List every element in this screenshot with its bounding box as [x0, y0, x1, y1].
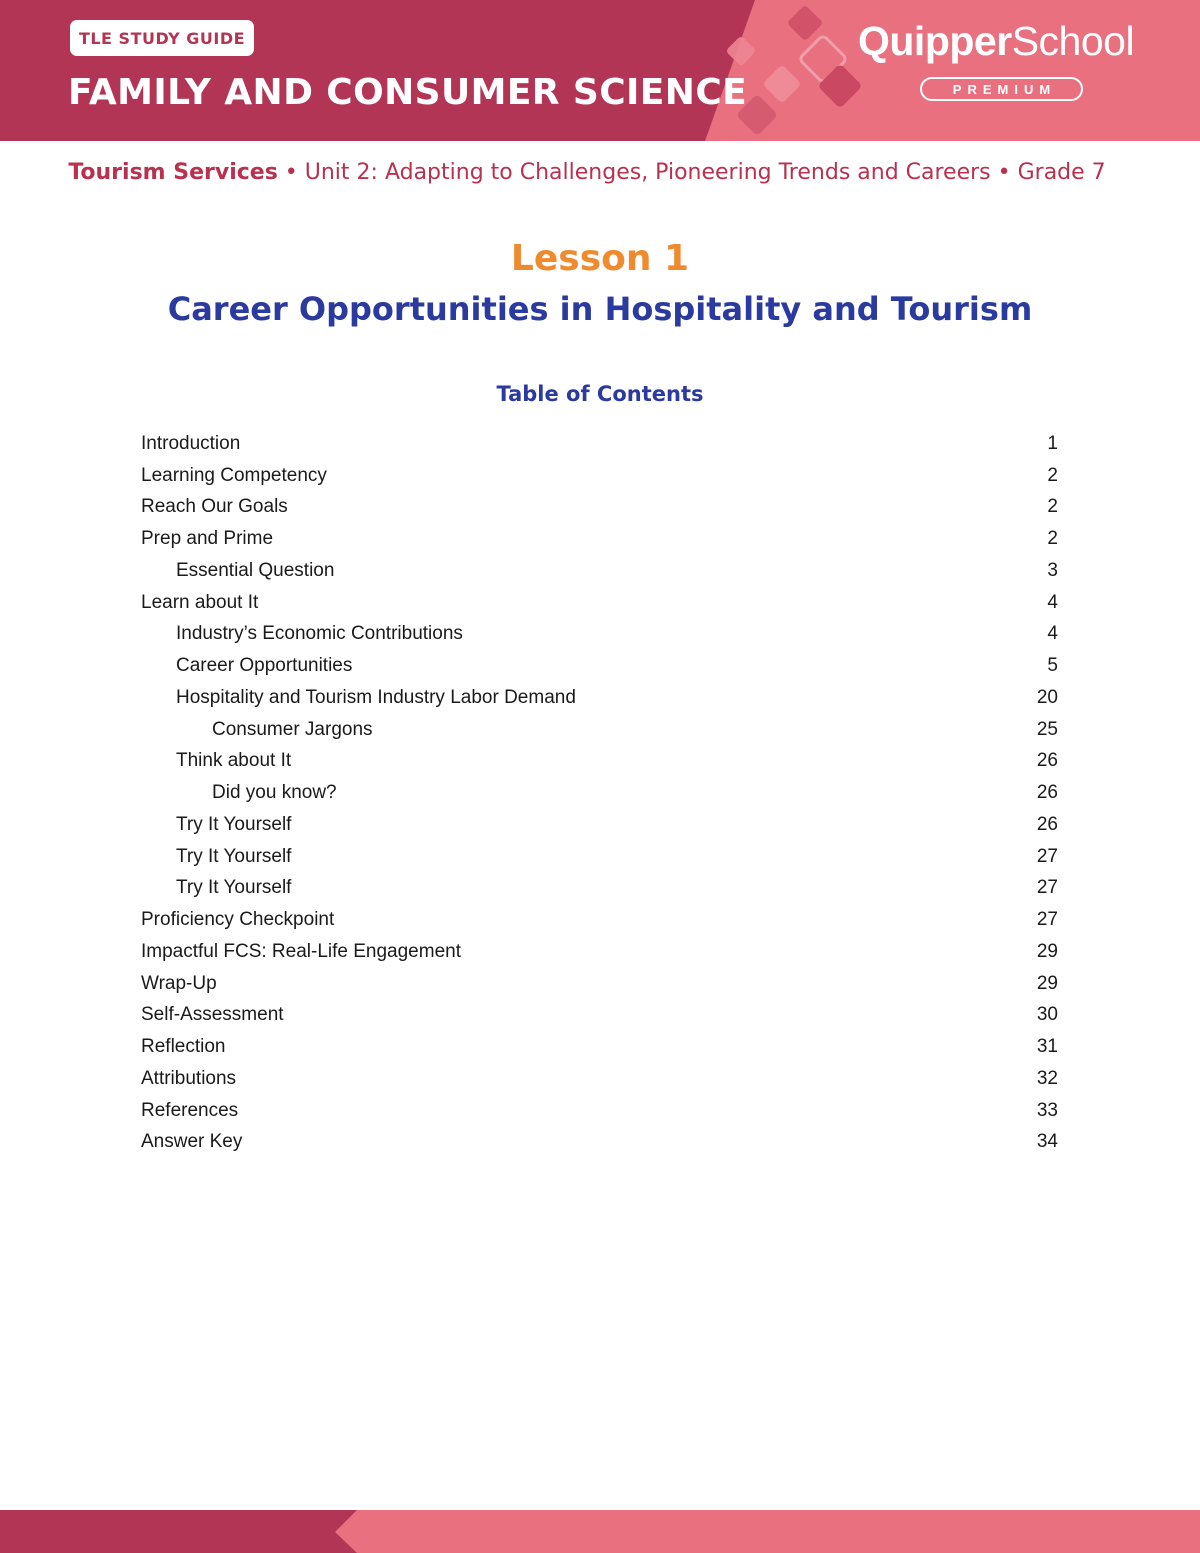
table-of-contents — [141, 428, 1058, 1158]
toc-entry[interactable] — [141, 555, 1058, 587]
toc-entry-page: 33 — [1036, 1099, 1058, 1121]
breadcrumb-unit: Unit 2: Adapting to Challenges, Pioneering Trends and Careers — [304, 160, 991, 185]
lesson-number: Lesson 1 — [510, 238, 690, 279]
toc-entry[interactable] — [141, 492, 1058, 524]
toc-entry-label: Learn about It — [141, 591, 259, 613]
toc-entry-label: Impactful FCS: Real-Life Engagement — [141, 940, 461, 962]
toc-entry-label: Introduction — [141, 432, 241, 454]
toc-entry-page: 27 — [1036, 909, 1058, 931]
header-banner — [0, 0, 1200, 141]
toc-entry[interactable] — [141, 714, 1058, 746]
toc-entry[interactable] — [141, 968, 1058, 1000]
toc-entry-page: 20 — [1036, 686, 1058, 708]
footer-bar — [0, 1510, 1200, 1553]
toc-entry-label: Learning Competency — [141, 464, 327, 486]
toc-entry[interactable] — [141, 682, 1058, 714]
toc-entry-label: Proficiency Checkpoint — [141, 909, 335, 931]
toc-entry[interactable] — [141, 841, 1058, 873]
toc-entry[interactable] — [141, 650, 1058, 682]
toc-entry-page: 2 — [1047, 496, 1058, 518]
toc-entry-label: Career Opportunities — [176, 655, 353, 677]
toc-entry-label: Reach Our Goals — [141, 496, 288, 518]
toc-entry-label: Try It Yourself — [176, 845, 292, 867]
toc-entry[interactable] — [141, 619, 1058, 651]
toc-entry[interactable] — [141, 746, 1058, 778]
toc-entry-page: 4 — [1047, 591, 1058, 613]
toc-entry[interactable] — [141, 1127, 1058, 1159]
toc-entry[interactable] — [141, 460, 1058, 492]
toc-entry-page: 25 — [1036, 718, 1058, 740]
toc-entry-label: Consumer Jargons — [212, 718, 373, 740]
toc-entry-label: Attributions — [141, 1067, 237, 1089]
toc-entry[interactable] — [141, 1031, 1058, 1063]
breadcrumb-subject: Tourism Services — [68, 160, 278, 185]
study-guide-badge: TLE STUDY GUIDE — [70, 20, 254, 56]
brand-name-part1: Quipper — [858, 18, 1012, 64]
toc-entry-page: 26 — [1036, 782, 1058, 804]
subject-title: FAMILY AND CONSUMER SCIENCE — [68, 72, 748, 113]
toc-entry[interactable] — [141, 428, 1058, 460]
breadcrumb-separator: • — [277, 160, 305, 185]
toc-entry-label: Think about It — [176, 750, 292, 772]
toc-entry[interactable] — [141, 904, 1058, 936]
toc-entry-page: 26 — [1036, 750, 1058, 772]
toc-entry-page: 27 — [1036, 845, 1058, 867]
brand-logo — [858, 18, 1134, 65]
breadcrumb-separator: • — [990, 160, 1018, 185]
toc-entry-label: Answer Key — [141, 1131, 243, 1153]
toc-entry-page: 29 — [1036, 972, 1058, 994]
breadcrumb — [0, 160, 1174, 185]
toc-entry-label: References — [141, 1099, 239, 1121]
toc-entry-label: Essential Question — [176, 559, 335, 581]
toc-entry-page: 30 — [1036, 1004, 1058, 1026]
toc-entry-label: Hospitality and Tourism Industry Labor Demand — [176, 686, 576, 708]
brand-name-part2: School — [1011, 18, 1135, 64]
toc-entry-page: 2 — [1047, 464, 1058, 486]
toc-entry-page: 5 — [1047, 655, 1058, 677]
toc-entry-label: Wrap-Up — [141, 972, 217, 994]
toc-entry-page: 29 — [1036, 940, 1058, 962]
lesson-title: Career Opportunities in Hospitality and Tourism — [167, 290, 1033, 328]
toc-entry-page: 1 — [1047, 432, 1058, 454]
toc-entry-page: 32 — [1036, 1067, 1058, 1089]
toc-entry-page: 3 — [1047, 559, 1058, 581]
toc-entry[interactable] — [141, 873, 1058, 905]
toc-title: Table of Contents — [496, 382, 704, 406]
toc-entry-label: Try It Yourself — [176, 813, 292, 835]
toc-entry-label: Did you know? — [212, 782, 337, 804]
toc-entry-page: 27 — [1036, 877, 1058, 899]
toc-entry[interactable] — [141, 1095, 1058, 1127]
toc-entry[interactable] — [141, 777, 1058, 809]
toc-entry-page: 31 — [1036, 1036, 1058, 1058]
toc-entry[interactable] — [141, 587, 1058, 619]
premium-badge: PREMIUM — [920, 77, 1083, 101]
toc-entry-page: 4 — [1047, 623, 1058, 645]
toc-entry-label: Prep and Prime — [141, 528, 274, 550]
toc-entry[interactable] — [141, 1063, 1058, 1095]
toc-entry[interactable] — [141, 936, 1058, 968]
toc-entry-label: Reflection — [141, 1036, 226, 1058]
toc-entry-page: 2 — [1047, 528, 1058, 550]
toc-entry[interactable] — [141, 523, 1058, 555]
toc-entry[interactable] — [141, 809, 1058, 841]
toc-entry-label: Try It Yourself — [176, 877, 292, 899]
toc-entry[interactable] — [141, 1000, 1058, 1032]
toc-entry-label: Industry’s Economic Contributions — [176, 623, 463, 645]
toc-entry-page: 26 — [1036, 813, 1058, 835]
toc-entry-page: 34 — [1036, 1131, 1058, 1153]
toc-entry-label: Self-Assessment — [141, 1004, 284, 1026]
breadcrumb-grade: Grade 7 — [1017, 160, 1106, 185]
